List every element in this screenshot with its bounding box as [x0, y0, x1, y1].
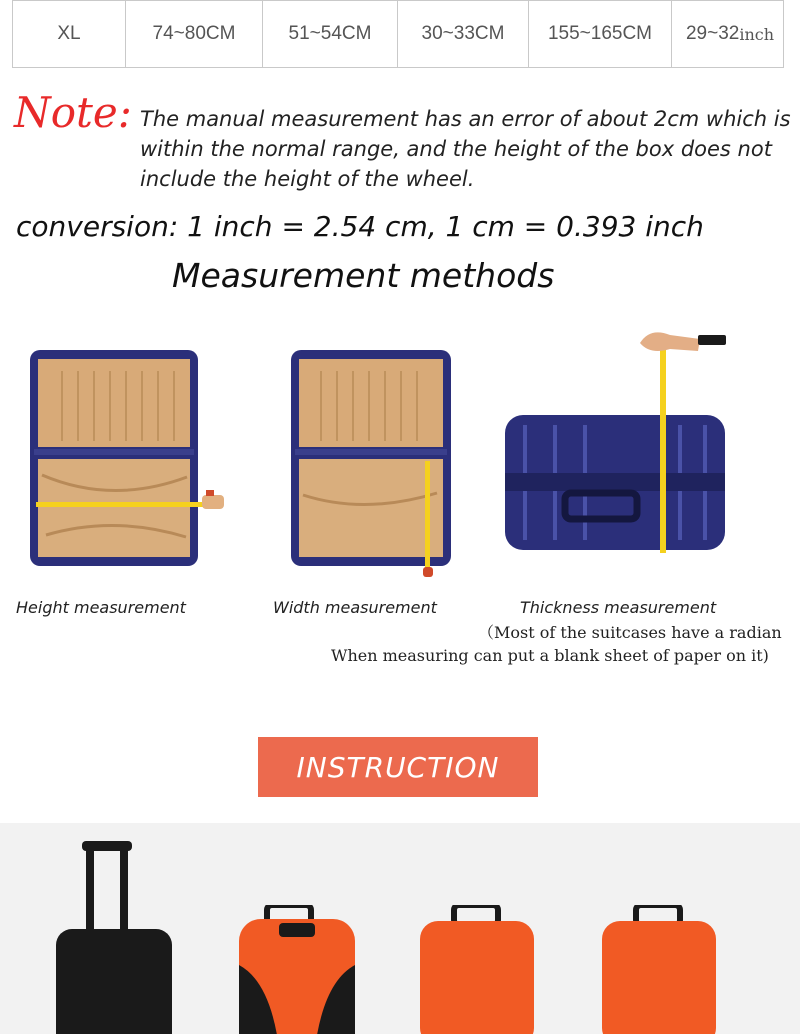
cover-illustration-panel: [0, 823, 800, 1034]
orange-cover-icon: [237, 905, 357, 1034]
conversion-text: conversion: 1 inch = 2.54 cm, 1 cm = 0.393 inch: [16, 210, 704, 243]
note-label: Note:: [14, 88, 132, 137]
thickness-caption: Thickness measurement: [520, 598, 717, 617]
methods-title: Measurement methods: [172, 256, 555, 295]
black-suitcase-icon: [52, 837, 177, 1034]
note-text: The manual measurement has an error of about 2cm which is within the normal range, and the height of the box does not include the height of the wheel.: [140, 107, 791, 191]
orange-cover-icon-2: [418, 905, 536, 1034]
height-cell: 30~33CM: [398, 1, 529, 67]
thickness-note-line-2: When measuring can put a blank sheet of paper on it): [331, 646, 769, 665]
length-cell: 74~80CM: [126, 1, 263, 67]
instruction-banner: INSTRUCTION: [258, 737, 538, 797]
thickness-note-line-1: （Most of the suitcases have a radian: [478, 623, 782, 642]
inch-unit: inch: [739, 24, 775, 44]
inch-range: 29~32: [685, 23, 740, 44]
thickness-measurement-photo: [500, 325, 730, 560]
fits-cell: 155~165CM: [529, 1, 672, 67]
inch-cell: [672, 1, 788, 67]
width-caption: Width measurement: [273, 598, 437, 617]
size-cell: XL: [13, 1, 126, 67]
width-measurement-photo: [285, 345, 465, 580]
size-table-row: [12, 0, 784, 68]
orange-cover-icon-3: [600, 905, 718, 1034]
height-caption: Height measurement: [16, 598, 186, 617]
width-cell: 51~54CM: [263, 1, 398, 67]
height-measurement-photo: [22, 345, 232, 575]
